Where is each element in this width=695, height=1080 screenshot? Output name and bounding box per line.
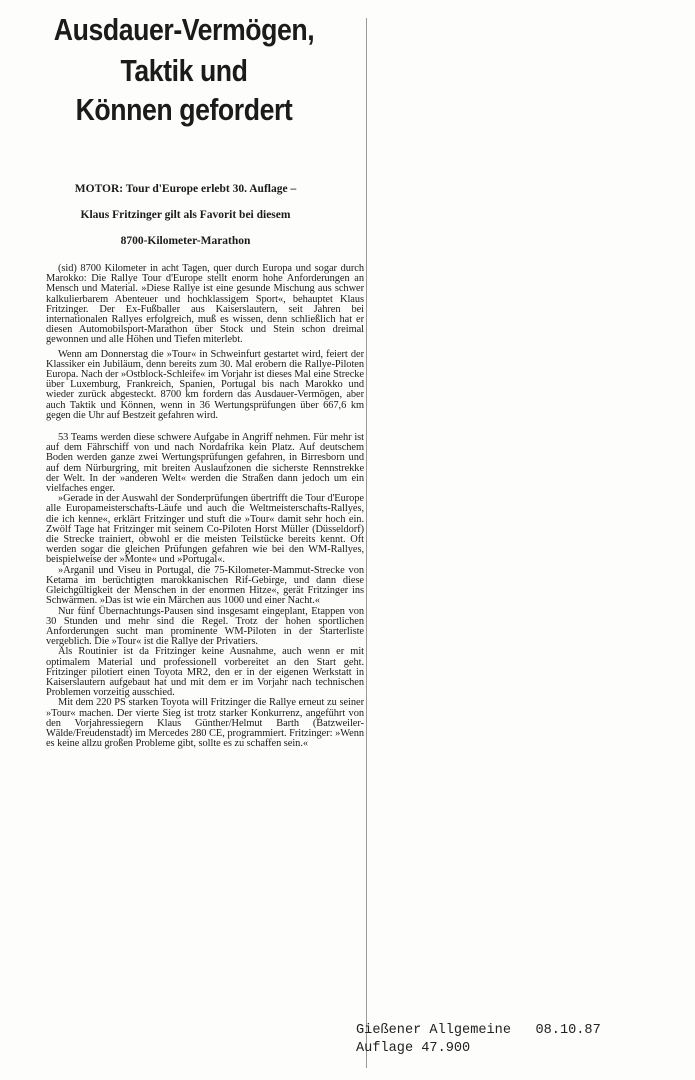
- headline-line-3: Können gefordert: [75, 92, 293, 127]
- paragraph: Nur fünf Übernachtungs-Pausen sind insgesamt eingeplant, Etappen von 30 Stunden und mehr sind die Regel. Trotz der hohen sportlichen Anforderungen sucht man prominente WM-Piloten in der Starterliste vergeblich. Die »Tour« ist die Rallye der Privatiers.: [46, 605, 364, 648]
- article-body: [46, 264, 364, 749]
- source-date: 08.10.87: [535, 1023, 601, 1038]
- subheadline: [8, 176, 363, 254]
- paragraph: Als Routinier ist da Fritzinger keine Ausnahme, auch wenn er mit optimalem Material und professionell vorbereitet an den Start geht. Fritzinger pilotiert einen Toyota MR2, den er in der eigenen Werkstatt in Kaiserslautern aufgebaut hat und mit dem er im Vorjahr nach technischen Problemen vorzeitig ausschied.: [46, 646, 364, 699]
- subheadline-line-2: Klaus Fritzinger gilt als Favorit bei diesem: [80, 209, 291, 221]
- headline-line-1: Ausdauer-Vermögen,: [53, 12, 315, 47]
- paragraph: (sid) 8700 Kilometer in acht Tagen, quer durch Europa und sogar durch Marokko: Die Rallye Tour d'Europe stellt enorm hohe Anforderungen an Mensch und Material. »Diese Rallye ist eine gesunde Mischung aus schwer kalkulierbarem Abenteuer und hochklassigem Sport«, behauptet Klaus Fritzinger. Der Ex-Fußballer aus Kaiserslautern, seit Jahren bei internationalen Rallyes erfolgreich, muß es wissen, denn schließlich hat er diesen Automobilsport-Marathon über Stock und Stein schon dreimal gewonnen und alle Höhen und Tiefen miterlebt.: [46, 263, 364, 346]
- headline: [8, 14, 360, 135]
- paragraph: »Arganil und Viseu in Portugal, die 75-Kilometer-Mammut-Strecke von Ketama im berüchtigten marokkanischen Rif-Gebirge, und dann diese Gleichgültigkeit der Menschen in der enormen Hitze«, gerät Fritzinger ins Schwärmen. »Das ist wie ein Märchen aus 1000 und einer Nacht.«: [46, 564, 364, 607]
- paragraph: »Gerade in der Auswahl der Sonderprüfungen übertrifft die Tour d'Europe alle Europameisterschafts-Läufe und auch die Weltmeisterschafts-Rallyes, die ich kenne«, erklärt Fritzinger und stuft die »Tour« damit sehr hoch ein. Zwölf Tage hat Fritzinger mit seinem Co-Piloten Horst Müller (Düsseldorf) die Strecke trainiert, obwohl er die meisten Teilstücke bereits kennt. Oft werden sogar die gleichen Prüfungen gefahren wie bei den WM-Rallyes, beispielweise der »Monte« und »Portugal«.: [46, 493, 364, 566]
- source-circulation: Auflage 47.900: [356, 1041, 471, 1056]
- headline-line-2: Taktik und: [120, 53, 248, 88]
- paragraph: Mit dem 220 PS starken Toyota will Fritzinger die Rallye erneut zu seiner »Tour« machen. Der vierte Sieg ist trotz starker Konkurrenz, angeführt von den Vorjahressiegern Klaus Günther/Helmut Barth (Batzweiler-Wälde/Freudenstadt) im Mercedes 280 CE, programmiert. Fritzinger: »Wenn es keine allzu großen Probleme gibt, sollte es zu schaffen sein.«: [46, 697, 364, 750]
- paragraph: 53 Teams werden diese schwere Aufgabe in Angriff nehmen. Für mehr ist auf dem Fährschiff von und nach Nordafrika kein Platz. Auf deutschem Boden werden ganze zwei Wertungsprüfungen gefahren, in Birresborn und auf dem Nürburgring, mit breiten Auslaufzonen die sicherste Rennstrekke der Welt. In der »anderen Welt« werden die Straßen dann jedoch um ein vielfaches enger.: [46, 432, 364, 495]
- source-stamp: [356, 1022, 601, 1058]
- subheadline-line-1: MOTOR: Tour d'Europe erlebt 30. Auflage –: [74, 183, 297, 195]
- paragraph: Wenn am Donnerstag die »Tour« in Schweinfurt gestartet wird, feiert der Klassiker ein Jubiläum, denn bereits zum 30. Mal erobern die Rallye-Piloten Europa. Nach der »Ostblock-Schleife« im Vorjahr ist dieses Mal eine Strecke über Luxemburg, Frankreich, Spanien, Portugal bis nach Marokko und wieder zurück abgesteckt. 8700 km fordern das Ausdauer-Vermögen, aber auch Taktik und Können, wenn in 36 Wertungsprüfungen über 667,6 km gegen die Uhr auf Bestzeit gefahren wird.: [46, 348, 364, 421]
- subheadline-line-3: 8700-Kilometer-Marathon: [120, 235, 251, 247]
- source-name: Gießener Allgemeine: [356, 1023, 511, 1038]
- clipping-edge: [366, 18, 367, 1068]
